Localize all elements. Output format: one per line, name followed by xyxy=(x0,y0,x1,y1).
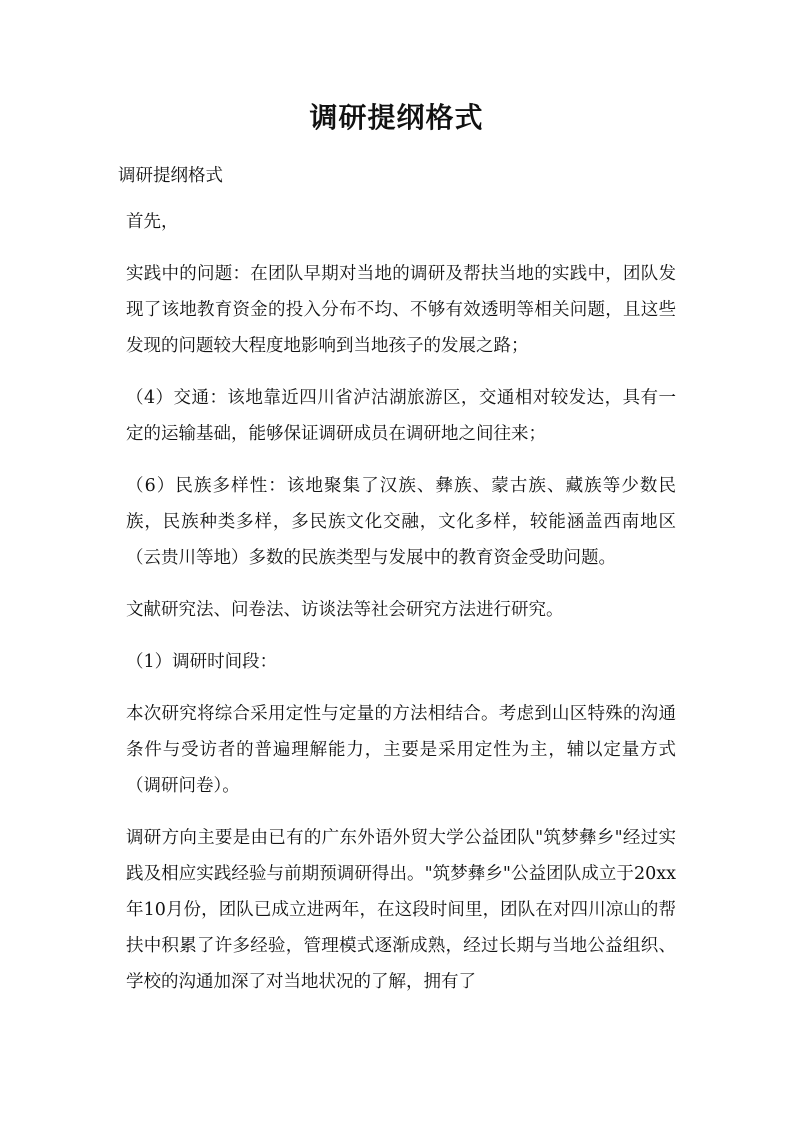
document-body xyxy=(118,158,676,1016)
paragraph-research-direction: 调研方向主要是由已有的广东外语外贸大学公益团队"筑梦彝乡"经过实践及相应实践经验与前期预调研得出。"筑梦彝乡"公益团队成立于20xx年10月份，团队已成立进两年，在这段时间里，团队在对四川凉山的帮扶中积累了许多经验，管理模式逐渐成熟，经过长期与当地公益组织、学校的沟通加深了对当地状况的了解，拥有了 xyxy=(126,828,676,992)
paragraph-research-methods: 文献研究法、问卷法、访谈法等社会研究方法进行研究。 xyxy=(126,600,564,620)
document-title: 调研提纲格式 xyxy=(309,101,484,134)
subtitle-paragraph: 调研提纲格式 xyxy=(118,166,223,186)
paragraph-ethnic-diversity: （6）民族多样性：该地聚集了汉族、彝族、蒙古族、藏族等少数民族，民族种类多样，多民族文化交融，文化多样，较能涵盖西南地区（云贵川等地）多数的民族类型与发展中的教育资金受助问题。 xyxy=(126,476,676,568)
paragraph-methodology: 本次研究将综合采用定性与定量的方法相结合。考虑到山区特殊的沟通条件与受访者的普遍理解能力，主要是采用定性为主，辅以定量方式（调研问卷）。 xyxy=(126,704,676,796)
paragraph-practice-problems: 实践中的问题：在团队早期对当地的调研及帮扶当地的实践中，团队发现了该地教育资金的投入分布不均、不够有效透明等相关问题，且这些发现的问题较大程度地影响到当地孩子的发展之路； xyxy=(126,264,676,356)
paragraph-first: 首先， xyxy=(126,212,179,232)
paragraph-time-period: （1）调研时间段： xyxy=(126,652,278,672)
paragraph-transportation: （4）交通：该地靠近四川省泸沽湖旅游区，交通相对较发达，具有一定的运输基础，能够保证调研成员在调研地之间往来； xyxy=(126,388,676,444)
